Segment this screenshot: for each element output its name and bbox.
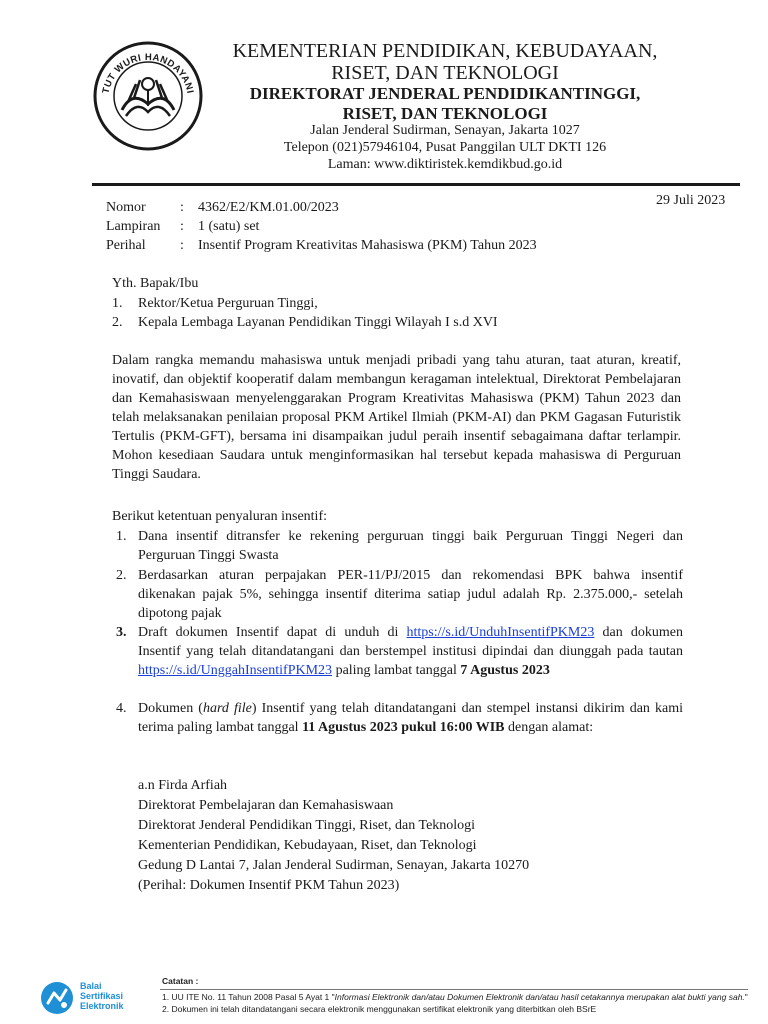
bsre-name-line2: Sertifikasi bbox=[80, 991, 124, 1001]
logo-motto: TUT WURI HANDAYANI bbox=[100, 51, 196, 95]
footer-note-1-b: " bbox=[744, 992, 748, 1002]
ministry-logo bbox=[92, 40, 204, 152]
provisions-intro: Berikut ketentuan penyaluran insentif: bbox=[112, 509, 327, 524]
nomor-label: Nomor bbox=[106, 200, 146, 215]
address-line-6: (Perihal: Dokumen Insentif PKM Tahun 2023) bbox=[138, 878, 400, 893]
address-line-2: Direktorat Pembelajaran dan Kemahasiswaan bbox=[138, 798, 394, 813]
directorate-name-line2: RISET, DAN TEKNOLOGI bbox=[342, 104, 548, 123]
address-line-4: Kementerian Pendidikan, Kebudayaan, Riset, dan Teknologi bbox=[138, 838, 477, 853]
recipient-2-number: 2. bbox=[112, 315, 123, 330]
upload-link[interactable]: https://s.id/UnggahInsentifPKM23 bbox=[138, 663, 333, 678]
letterhead-divider bbox=[92, 183, 740, 186]
address-line-5: Gedung D Lantai 7, Jalan Jenderal Sudirman, Senayan, Jakarta 10270 bbox=[138, 858, 530, 873]
lampiran-colon: : bbox=[180, 219, 184, 234]
bsre-name-line3: Elektronik bbox=[80, 1001, 124, 1011]
footer-divider bbox=[160, 989, 748, 990]
ministry-name-line2: RISET, DAN TEKNOLOGI bbox=[331, 62, 559, 84]
provision-4-text-a: Dokumen ( bbox=[138, 701, 203, 716]
bsre-logo bbox=[40, 980, 150, 1016]
recipient-1: Rektor/Ketua Perguruan Tinggi, bbox=[138, 296, 318, 311]
footer-notes-title: Catatan : bbox=[162, 976, 199, 986]
provision-3-number: 3. bbox=[116, 625, 127, 640]
lampiran-label: Lampiran bbox=[106, 219, 161, 234]
perihal-value: Insentif Program Kreativitas Mahasiswa (PKM) Tahun 2023 bbox=[198, 238, 537, 253]
address-line-3: Direktorat Jenderal Pendidikan Tinggi, Riset, dan Teknologi bbox=[138, 818, 476, 833]
perihal-colon: : bbox=[180, 238, 184, 253]
provision-4-number: 4. bbox=[116, 701, 127, 716]
provision-2-number: 2. bbox=[116, 568, 127, 583]
lampiran-value: 1 (satu) set bbox=[198, 219, 260, 234]
perihal-label: Perihal bbox=[106, 238, 146, 253]
bsre-emblem-icon bbox=[40, 981, 74, 1015]
nomor-value: 4362/E2/KM.01.00/2023 bbox=[198, 200, 339, 215]
directorate-name-line1: DIREKTORAT JENDERAL PENDIDIKANTINGGI, bbox=[249, 84, 641, 103]
provision-4-text-b: ) Insentif yang telah ditandatangani dan stempel instansi dikirim dan kami terima paling lambat tanggal bbox=[138, 701, 683, 735]
provision-4-text-c: dengan alamat: bbox=[504, 720, 594, 735]
footer-note-2: 2. Dokumen ini telah ditandatangani secara elektronik menggunakan sertifikat elektronik yang diterbitkan oleh BSrE bbox=[162, 1004, 597, 1014]
letter-date: 29 Juli 2023 bbox=[656, 193, 726, 208]
provision-1: Dana insentif ditransfer ke rekening perguruan tinggi baik Perguruan Tinggi Negeri dan Perguruan Tinggi Swasta bbox=[138, 529, 683, 563]
provision-4 bbox=[138, 699, 683, 737]
delivery-deadline: 11 Agustus 2023 pukul 16:00 WIB bbox=[302, 720, 505, 735]
footer-note-1-a: 1. UU ITE No. 11 Tahun 2008 Pasal 5 Ayat 1 " bbox=[162, 992, 335, 1002]
address-line-1: a.n Firda Arfiah bbox=[138, 778, 228, 793]
provision-3-text-c: paling lambat tanggal bbox=[332, 663, 461, 678]
body-paragraph: Dalam rangka memandu mahasiswa untuk menjadi pribadi yang tahu aturan, taat aturan, kreatif, inovatif, dan objektif kooperatif dalam membangun keragaman intelektual, Direktorat Pembelajaran dan Kemahasiswaan menyelenggarakan Program Kreativitas Mahasiswa (PKM) Tahun 2023 dan telah melaksanakan penilaian proposal PKM Artikel Ilmiah (PKM-AI) dan PKM Gagasan Futuristik Tertulis (PKM-GFT), bersama ini disampaikan judul peraih insentif sebagaimana daftar terlampir. Mohon kesediaan Saudara untuk menginformasikan hal tersebut kepada mahasiswa di Perguruan Tinggi Saudara. bbox=[112, 353, 681, 482]
letterhead-address: Jalan Jenderal Sudirman, Senayan, Jakarta 1027 bbox=[310, 123, 580, 138]
letterhead-phone: Telepon (021)57946104, Pusat Panggilan ULT DKTI 126 bbox=[283, 140, 607, 155]
download-link[interactable]: https://s.id/UnduhInsentifPKM23 bbox=[406, 625, 595, 640]
nomor-colon: : bbox=[180, 200, 184, 215]
recipient-1-number: 1. bbox=[112, 296, 123, 311]
provision-2: Berdasarkan aturan perpajakan PER-11/PJ/2015 dan rekomendasi BPK bahwa insentif dikenakan pajak 5%, sehingga insentif diterima satiap judul adalah Rp. 2.375.000,- setelah dipotong pajak bbox=[138, 568, 683, 621]
recipient-2: Kepala Lembaga Layanan Pendidikan Tinggi Wilayah I s.d XVI bbox=[138, 315, 498, 330]
letterhead-website: Laman: www.diktiristek.kemdikbud.go.id bbox=[327, 157, 563, 172]
upload-deadline: 7 Agustus 2023 bbox=[460, 663, 550, 678]
footer-note-1-quote: Informasi Elektronik dan/atau Dokumen Elektronik dan/atau hasil cetakannya merupakan alat bukti yang sah. bbox=[334, 992, 745, 1002]
provision-3 bbox=[138, 623, 683, 680]
footer-note-1 bbox=[162, 992, 748, 1003]
hard-file-term: hard file bbox=[202, 701, 252, 716]
ministry-name-line1: KEMENTERIAN PENDIDIKAN, KEBUDAYAAN, bbox=[232, 40, 658, 62]
salutation: Yth. Bapak/Ibu bbox=[112, 276, 199, 291]
provision-1-number: 1. bbox=[116, 529, 127, 544]
provision-3-text-b: dan dokumen Insentif yang telah ditandatangani dan berstempel institusi dipindai dan diunggah pada tautan bbox=[138, 625, 683, 659]
bsre-name-line1: Balai bbox=[80, 981, 102, 991]
provision-3-text-a: Draft dokumen Insentif dapat di unduh di bbox=[138, 625, 407, 640]
